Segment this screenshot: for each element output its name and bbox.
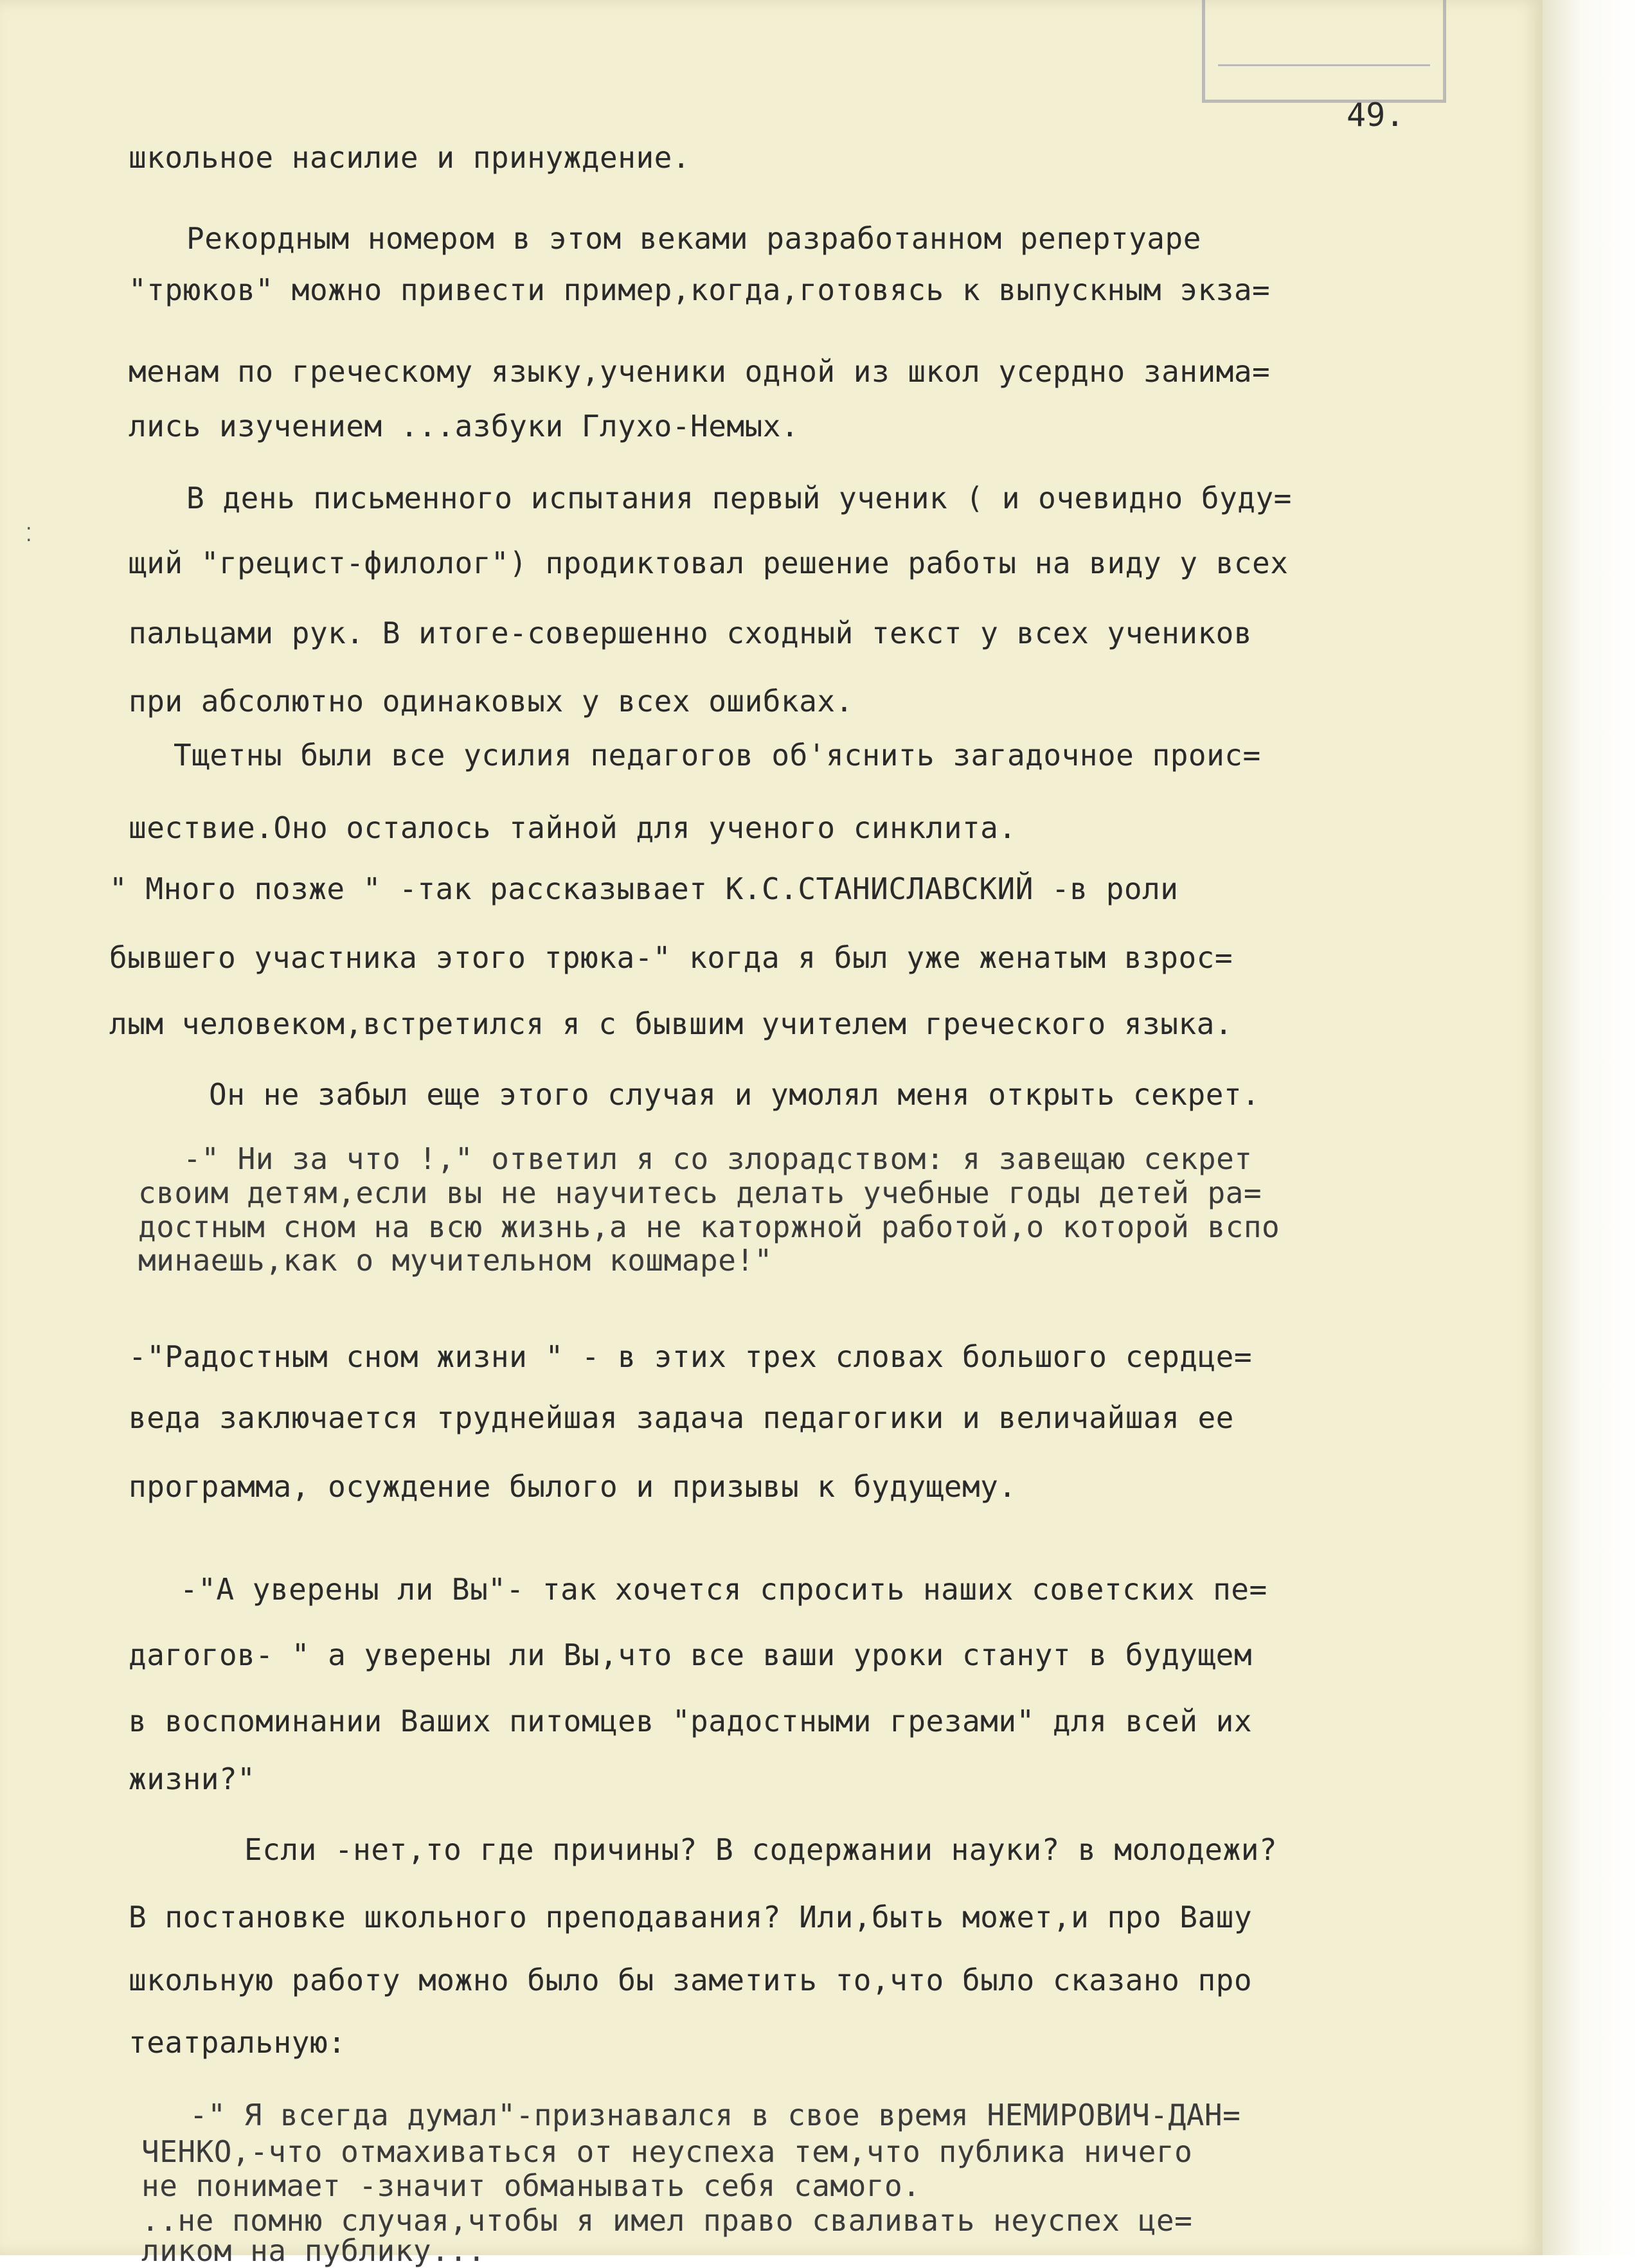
text-line: дагогов- " а уверены ли Вы,что все ваши уроки станут в будущем [129,1638,1253,1672]
stamp-line [1218,26,1430,66]
text-line: -"Радостным сном жизни " - в этих трех словах большого сердце= [129,1339,1253,1374]
text-line: веда заключается труднейшая задача педагогики и величайшая ее [129,1400,1234,1435]
text-line: школьное насилие и принуждение. [129,140,691,175]
text-line: театральную: [129,2025,346,2060]
margin-mark: ⁚ [26,524,32,546]
text-line: "трюков" можно привести пример,когда,готовясь к выпускным экза= [129,272,1271,307]
text-line: В день письменного испытания первый ученик ( и очевидно буду= [186,481,1292,515]
page-number: 49. [1347,96,1405,134]
quote-line: ликом на публику... [141,2233,486,2268]
text-line: программа, осуждение былого и призывы к будущему. [129,1469,1017,1504]
text-line: В постановке школьного преподавания? Или,быть может,и про Вашу [129,1900,1253,1934]
archive-stamp [1202,0,1446,103]
text-line: школьную работу можно было бы заметить то,что было сказано про [129,1963,1253,1997]
text-line: Если -нет,то где причины? В содержании науки? в молодежи? [244,1832,1278,1867]
text-line: лись изучением ...азбуки Глухо-Немых. [129,409,800,443]
text-line: в воспоминании Ваших питомцев "радостными грезами" для всей их [129,1704,1253,1738]
paper-edge [1543,0,1639,2255]
quote-line: не понимает -значит обманывать себя самого. [141,2168,921,2203]
quote-line: -" Ни за что !," ответил я со злорадством: я завещаю секрет [183,1141,1253,1176]
text-line: шествие.Оно осталось тайной для ученого синклита. [129,810,1017,845]
text-line: пальцами рук. В итоге-совершенно сходный текст у всех учеников [129,616,1253,650]
text-line: Тщетны были все усилия педагогов об'яснить загадочное проис= [174,738,1261,772]
quote-line: своим детям,если вы не научитесь делать учебные годы детей ра= [138,1175,1262,1210]
text-line: Рекордным номером в этом веками разработанном репертуаре [186,221,1201,256]
quote-line: минаешь,как о мучительном кошмаре!" [138,1243,773,1278]
quote-line: -" Я всегда думал"-признавался в свое время НЕМИРОВИЧ-ДАН= [190,2098,1241,2132]
text-line: менам по греческому языку,ученики одной из школ усердно занима= [129,354,1271,389]
quote-line: ЧЕНКО,-что отмахиваться от неуспеха тем,что публика ничего [141,2134,1193,2169]
text-line: щий "грецист-филолог") продиктовал решение работы на виду у всех [129,546,1289,580]
text-line: бывшего участника этого трюка-" когда я был уже женатым взрос= [109,940,1233,975]
text-line: Он не забыл еще этого случая и умолял меня открыть секрет. [209,1077,1260,1112]
text-line: при абсолютно одинаковых у всех ошибках. [129,684,854,719]
text-line: лым человеком,встретился я с бывшим учителем греческого языка. [109,1006,1233,1041]
quote-line: достным сном на всю жизнь,а не каторжной работой,о которой вспо [138,1210,1280,1244]
quote-line: ..не помню случая,чтобы я имел право сваливать неуспех це= [141,2203,1193,2238]
text-line: " Много позже " -так рассказывает К.С.СТАНИСЛАВСКИЙ -в роли [109,871,1179,906]
text-line: жизни?" [129,1762,256,1796]
text-line: -"А уверены ли Вы"- так хочется спросить наших советских пе= [180,1572,1267,1607]
